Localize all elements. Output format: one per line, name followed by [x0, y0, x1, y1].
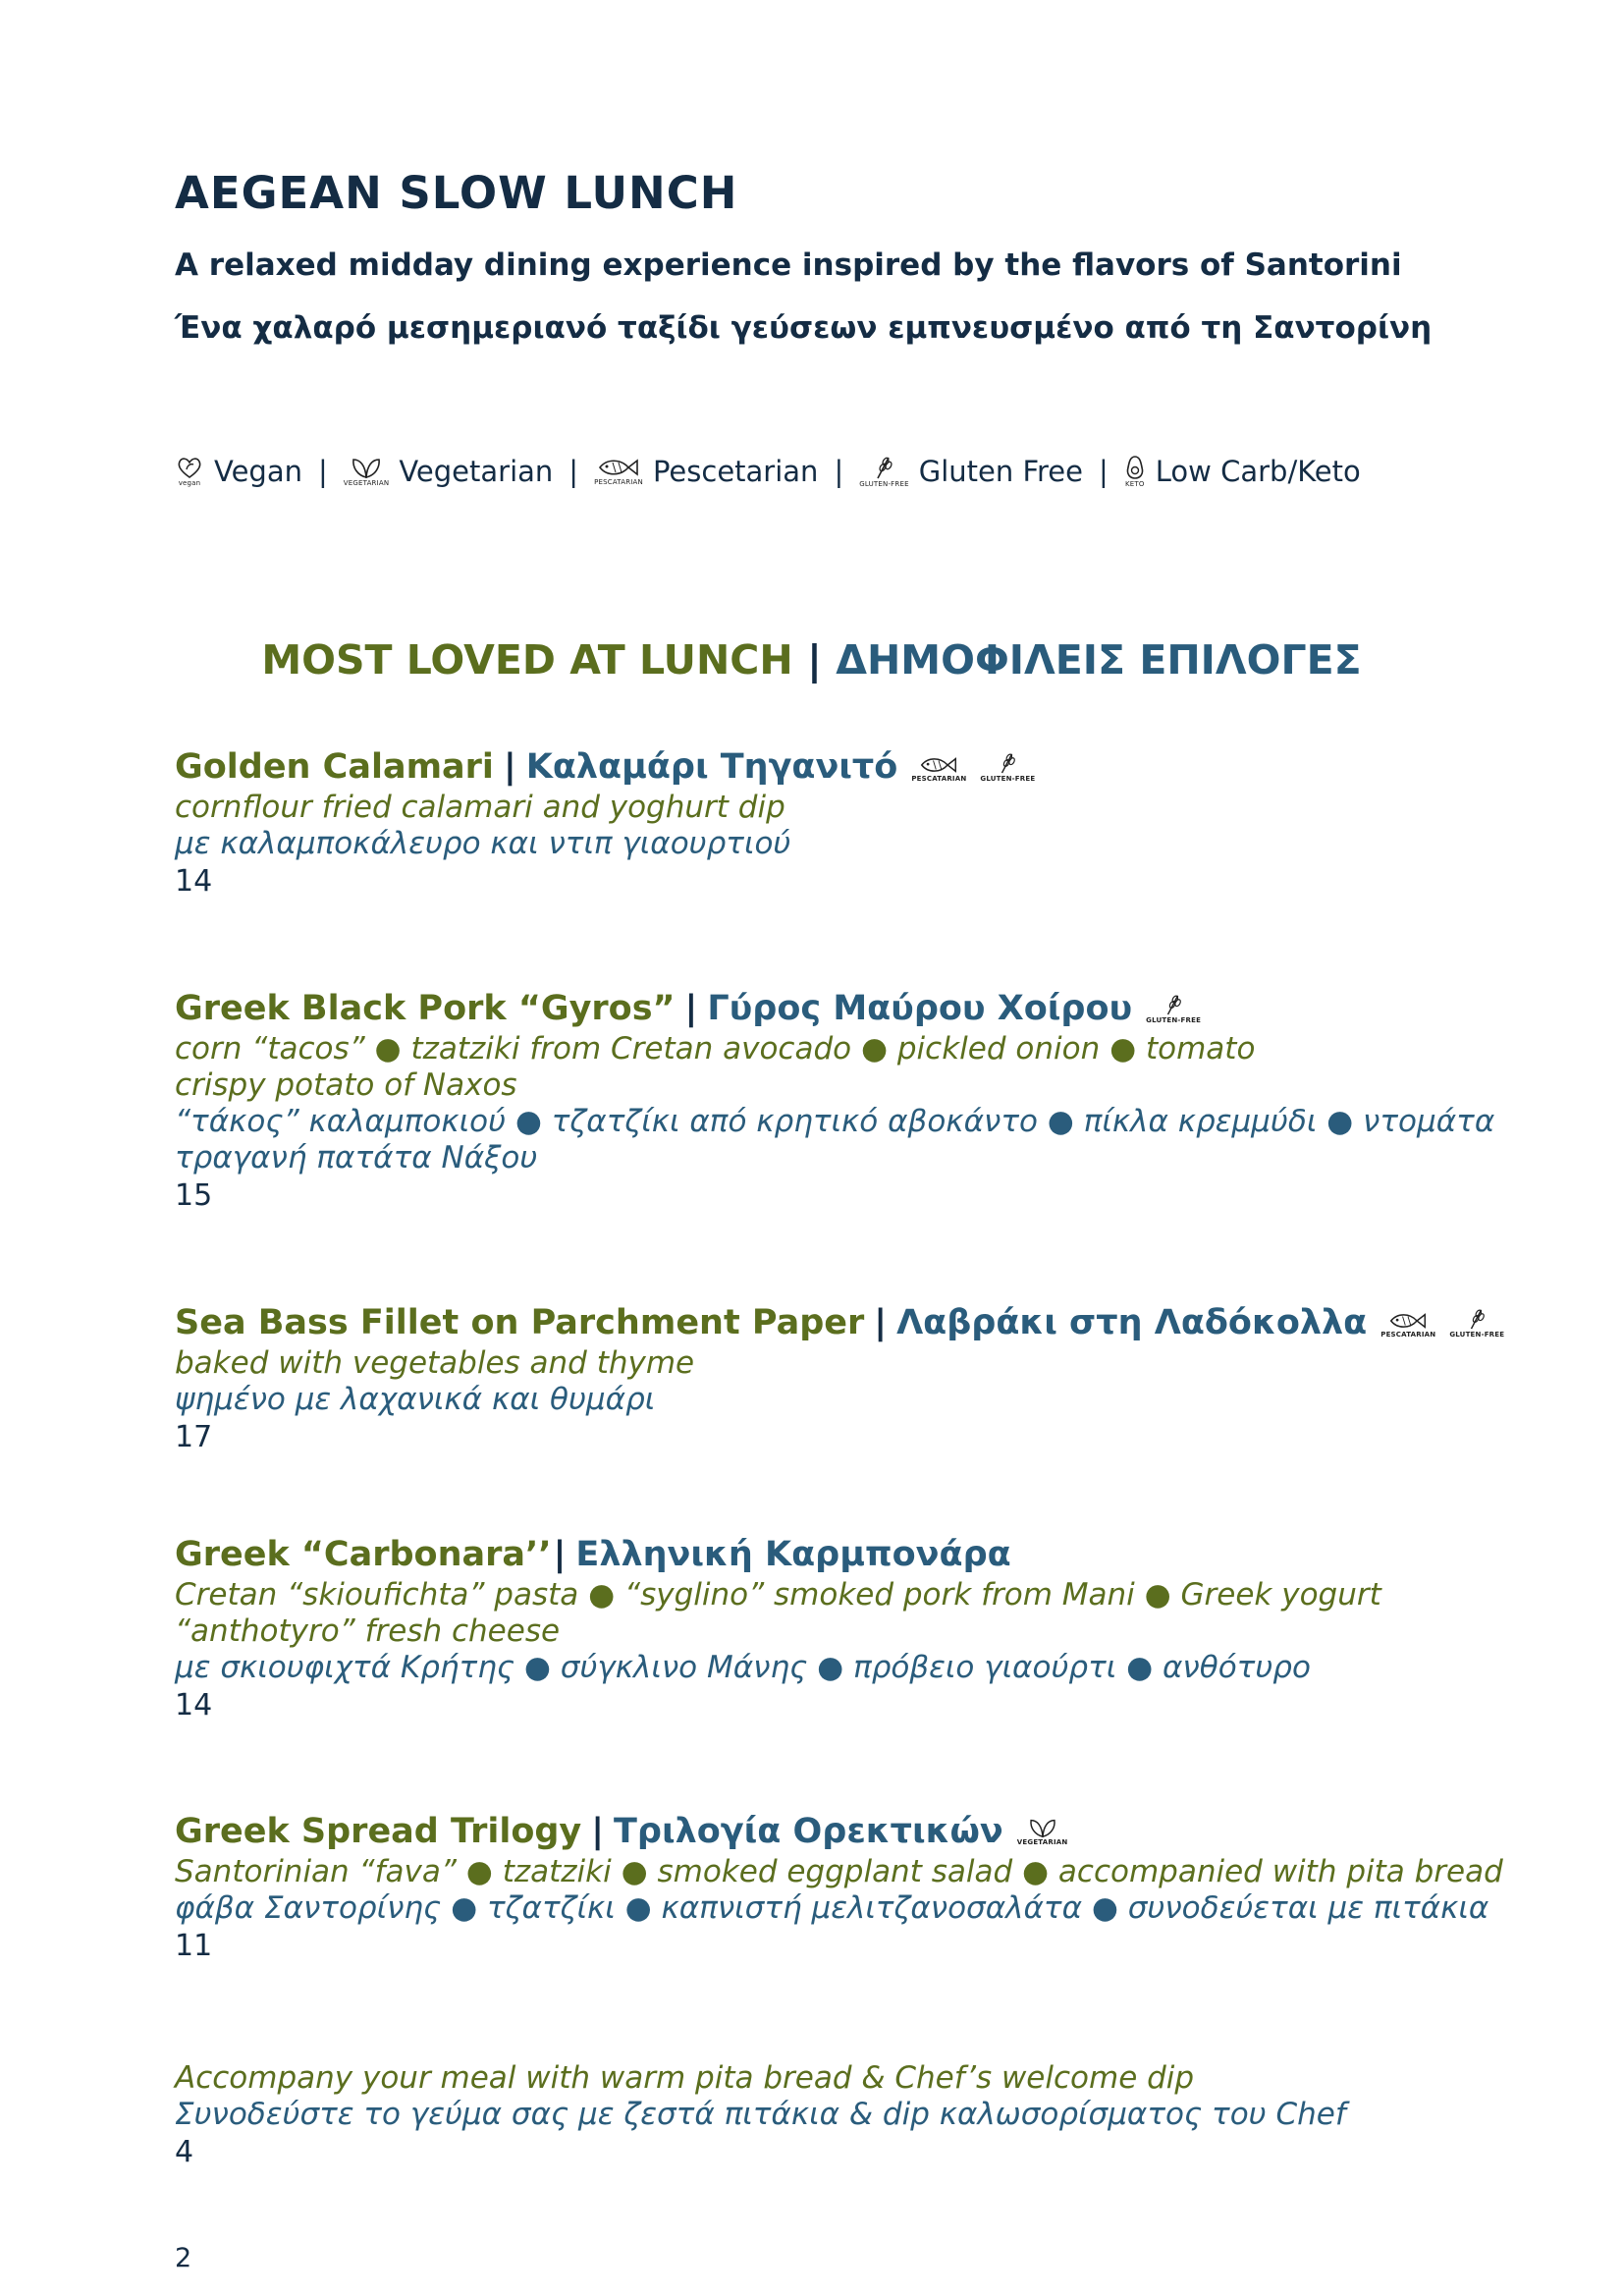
wheat-icon: GLUTEN-FREE: [1146, 993, 1201, 1024]
avocado-icon: KETO: [1124, 455, 1146, 488]
dish-name-en: Greek “Carbonara’’: [175, 1535, 552, 1574]
dish-badges: [911, 751, 1035, 783]
dish-name-en: Sea Bass Fillet on Parchment Paper: [175, 1303, 865, 1342]
dish-title-separator: |: [874, 1303, 888, 1342]
dish-description-en: corn “tacos” ● tzatziki from Cretan avocado ● pickled onion ● tomato: [175, 1031, 1256, 1066]
dietary-legend: [175, 447, 1361, 496]
dish-name-el: Γύρος Μαύρου Χοίρου: [707, 989, 1133, 1028]
section-title-el: ΔΗΜΟΦΙΛΕΙΣ ΕΠΙΛΟΓΕΣ: [836, 636, 1362, 683]
dish-description-en: “anthotyro” fresh cheese: [175, 1613, 561, 1649]
vegetarian-leaf-icon: VEGETARIAN: [344, 456, 390, 487]
accompaniment-text-el: Συνοδεύστε το γεύμα σας με ζεστά πιτάκια & dip καλωσορίσματος του Chef: [175, 2097, 1346, 2132]
menu-subtitle-el: Ένα χαλαρό μεσημεριανό ταξίδι γεύσεων εμπνευσμένο από τη Σαντορίνη: [175, 310, 1433, 346]
dish-title-separator: |: [684, 989, 698, 1028]
dish-title: [175, 744, 1035, 790]
dish-name-en: Greek Black Pork “Gyros”: [175, 989, 676, 1028]
accompaniment-price: 4: [175, 2135, 194, 2169]
fish-icon: PESCATARIAN: [1380, 1311, 1435, 1339]
legend-label: Vegan: [214, 455, 302, 488]
dish-price: 14: [175, 1688, 213, 1722]
legend-item-gluten-free: [859, 455, 1083, 488]
section-heading: [0, 636, 1623, 683]
dish-description-el: “τάκος” καλαμποκιού ● τζατζίκι από κρητικό αβοκάντο ● πίκλα κρεμμύδι ● ντομάτα: [175, 1104, 1495, 1139]
dish-price: 11: [175, 1929, 213, 1963]
accompaniment-text-en: Accompany your meal with warm pita bread & Chef’s welcome dip: [175, 2060, 1195, 2096]
dish-item: [175, 744, 1035, 902]
vegetarian-leaf-icon: VEGETARIAN: [1017, 1817, 1068, 1846]
legend-separator: |: [568, 455, 579, 488]
dish-title-separator: |: [591, 1812, 605, 1851]
legend-label: Gluten Free: [918, 455, 1083, 488]
dish-name-el: Λαβράκι στη Λαδόκολλα: [896, 1303, 1368, 1342]
dish-badges: [1017, 1817, 1068, 1846]
legend-item-vegetarian: [344, 455, 554, 488]
legend-label: Low Carb/Keto: [1155, 455, 1361, 488]
legend-separator: |: [1098, 455, 1109, 488]
dish-price: 15: [175, 1178, 213, 1213]
dish-title: [175, 986, 1494, 1031]
legend-separator: |: [318, 455, 328, 488]
dish-description-en: cornflour fried calamari and yoghurt dip: [175, 790, 785, 825]
menu-title: AEGEAN SLOW LUNCH: [175, 167, 738, 219]
legend-label: Vegetarian: [399, 455, 554, 488]
dish-price: 17: [175, 1420, 213, 1454]
dish-name-el: Ελληνική Καρμπονάρα: [575, 1535, 1011, 1574]
dish-description-en: crispy potato of Naxos: [175, 1067, 517, 1103]
legend-item-vegan: [175, 455, 302, 488]
dish-item: [175, 1532, 1381, 1725]
accompaniment-note: [175, 2060, 1346, 2172]
dish-name-el: Τριλογία Ορεκτικών: [614, 1812, 1003, 1851]
dish-description-el: φάβα Σαντορίνης ● τζατζίκι ● καπνιστή μελιτζανοσαλάτα ● συνοδεύεται με πιτάκια: [175, 1890, 1489, 1926]
dish-description-en: baked with vegetables and thyme: [175, 1345, 695, 1381]
dish-item: [175, 1300, 1504, 1457]
dish-title: [175, 1532, 1381, 1577]
dish-name-el: Καλαμάρι Τηγανιτό: [525, 747, 898, 787]
dish-item: [175, 1809, 1503, 1966]
section-separator: |: [806, 636, 822, 683]
dish-description-el: τραγανή πατάτα Νάξου: [175, 1140, 538, 1175]
wheat-icon: GLUTEN-FREE: [1449, 1307, 1504, 1339]
dish-price: 14: [175, 864, 213, 899]
vegan-heart-leaf-icon: vegan: [175, 456, 204, 487]
dish-title-separator: |: [553, 1535, 567, 1574]
dish-description-el: ψημένο με λαχανικά και θυμάρι: [175, 1382, 656, 1417]
legend-item-pescetarian: [594, 455, 818, 488]
legend-separator: |: [834, 455, 844, 488]
dish-description-el: με καλαμποκάλευρο και ντιπ γιαουρτιού: [175, 826, 791, 861]
dish-title: [175, 1809, 1503, 1854]
menu-subtitle-en: A relaxed midday dining experience inspired by the flavors of Santorini: [175, 247, 1402, 283]
dish-title-separator: |: [503, 747, 516, 787]
dish-description-el: με σκιουφιχτά Κρήτης ● σύγκλινο Μάνης ● πρόβειο γιαούρτι ● ανθότυρο: [175, 1650, 1311, 1685]
dish-badges: [1146, 993, 1201, 1024]
page-number: 2: [175, 2243, 192, 2273]
dish-description-en: Santorinian “fava” ● tzatziki ● smoked eggplant salad ● accompanied with pita bread: [175, 1854, 1503, 1889]
dish-title: [175, 1300, 1504, 1345]
fish-icon: PESCATARIAN: [594, 457, 643, 486]
dish-badges: [1380, 1307, 1504, 1339]
dish-item: [175, 986, 1494, 1216]
section-title-en: MOST LOVED AT LUNCH: [261, 636, 793, 683]
wheat-icon: GLUTEN-FREE: [980, 751, 1035, 783]
legend-label: Pescetarian: [652, 455, 819, 488]
dish-name-en: Golden Calamari: [175, 747, 494, 787]
dish-description-en: Cretan “skioufichta” pasta ● “syglino” smoked pork from Mani ● Greek yogurt: [175, 1577, 1381, 1613]
legend-item-keto: [1124, 455, 1361, 488]
wheat-icon: GLUTEN-FREE: [859, 455, 909, 488]
dish-name-en: Greek Spread Trilogy: [175, 1812, 582, 1851]
fish-icon: PESCATARIAN: [911, 755, 966, 783]
